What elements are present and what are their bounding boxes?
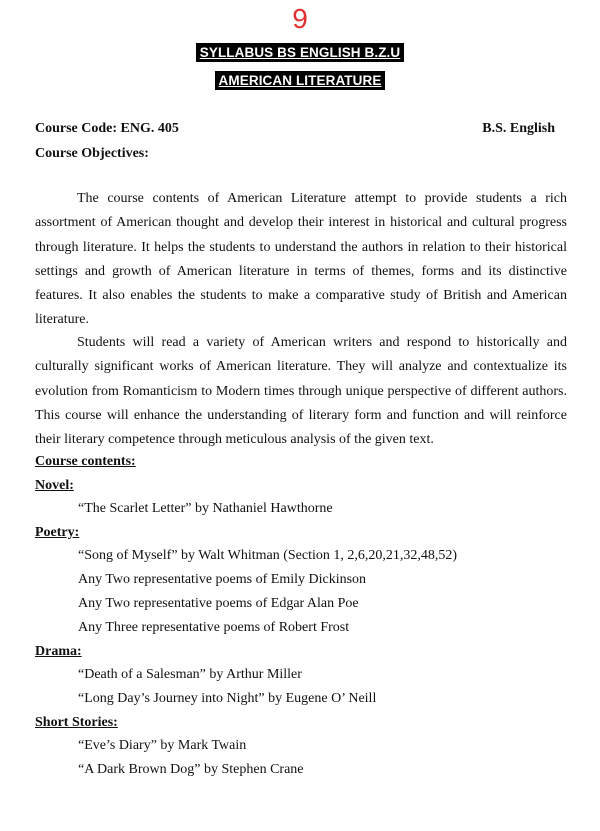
drama-heading: Drama:: [35, 644, 82, 659]
drama-item: “Death of a Salesman” by Arthur Miller: [78, 667, 302, 682]
course-title: [0, 71, 600, 90]
poetry-item: Any Three representative poems of Robert Frost: [78, 620, 350, 635]
course-code: Course Code: ENG. 405: [35, 121, 179, 136]
course-title-text: AMERICAN LITERATURE: [215, 71, 386, 90]
drama-item: “Long Day’s Journey into Night” by Eugene O’ Neill: [78, 691, 377, 706]
short-story-item: “Eve’s Diary” by Mark Twain: [78, 738, 247, 753]
program-name: B.S. English: [482, 121, 555, 136]
poetry-item: Any Two representative poems of Emily Dickinson: [78, 572, 367, 587]
objectives-paragraph-2: Students will read a variety of American writers and respond to historically and culturally significant works of American literature. They will analyze and contextualize its evolution from Romanticism to Modern times through unique perspective of different authors. This course will enhance the understanding of literary form and function and will reinforce their literary competence through meticulous analysis of the given text.: [35, 335, 567, 448]
course-contents-heading: Course contents:: [35, 454, 136, 469]
short-stories-heading: Short Stories:: [35, 715, 118, 730]
poetry-heading: Poetry:: [35, 525, 80, 540]
novel-heading: Novel:: [35, 478, 74, 493]
objectives-heading: Course Objectives:: [35, 146, 149, 161]
poetry-item: Any Two representative poems of Edgar Alan Poe: [78, 596, 359, 611]
syllabus-title-text: SYLLABUS BS ENGLISH B.Z.U: [196, 43, 405, 62]
novel-item: “The Scarlet Letter” by Nathaniel Hawthorne: [78, 501, 333, 516]
page-number: 9: [292, 3, 308, 34]
objectives-paragraph-1: The course contents of American Literature attempt to provide students a rich assortment of American thought and develop their interest in historical and cultural progress through literature. It helps the students to understand the authors in relation to their historical settings and growth of American literature in terms of themes, forms and its distinctive features. It also enables the students to make a comparative study of British and American literature.: [35, 191, 567, 328]
short-story-item: “A Dark Brown Dog” by Stephen Crane: [78, 762, 304, 777]
syllabus-title: [0, 43, 600, 62]
poetry-item: “Song of Myself” by Walt Whitman (Section 1, 2,6,20,21,32,48,52): [78, 548, 458, 563]
course-meta-row: [35, 119, 555, 139]
